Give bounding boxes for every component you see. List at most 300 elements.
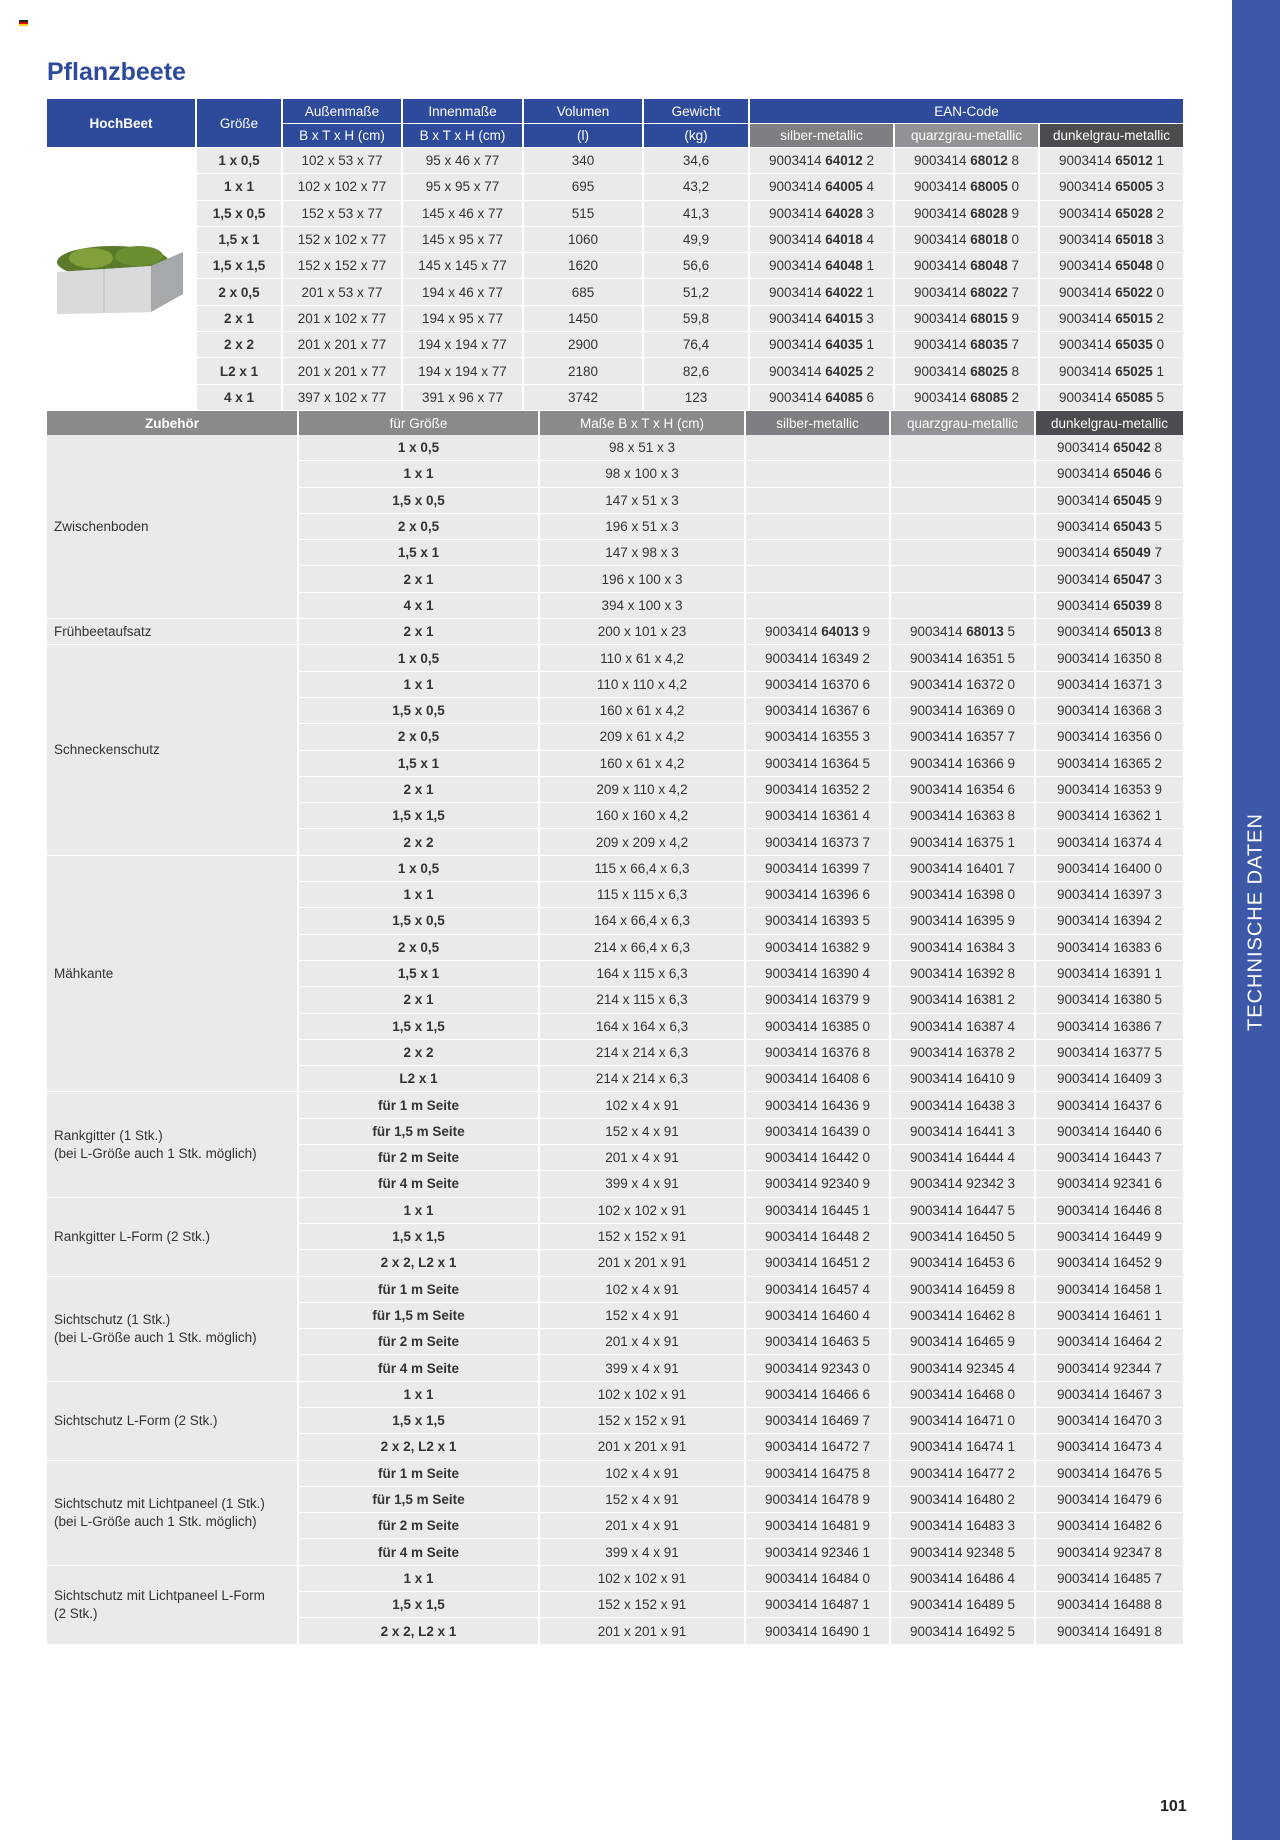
ean-code: 9003414 16410 9 [891,1066,1036,1092]
ean-code: 9003414 16397 3 [1036,882,1185,908]
row-size: 2 x 0,5 [197,279,283,305]
acc-dims: 209 x 61 x 4,2 [540,724,746,750]
product-image-cell [47,148,197,411]
accessory-name-line: Sichtschutz mit Lichtpaneel L-Form [54,1587,265,1603]
acc-size: 1 x 1 [299,882,540,908]
ean-code: 9003414 16482 6 [1036,1513,1185,1539]
ean-code: 9003414 16374 4 [1036,829,1185,855]
ean-check-digit: 3 [1152,232,1165,248]
acc-size: 1 x 1 [299,1382,540,1408]
ean-check-digit: 9 [1007,205,1020,221]
acc-dims: 209 x 209 x 4,2 [540,829,746,855]
ean-code: 9003414 92340 9 [746,1171,891,1197]
acc-dims: 201 x 4 x 91 [540,1513,746,1539]
row-volume: 2900 [524,332,644,358]
ean-highlight: 64025 [825,363,863,379]
acc-size: 1 x 0,5 [299,435,540,461]
ean-prefix: 9003414 [768,179,826,195]
ean-code: 9003414 16356 0 [1036,724,1185,750]
ean-highlight: 65047 [1113,571,1151,587]
ean-code: 9003414 16382 9 [746,935,891,961]
acc-size: 4 x 1 [299,593,540,619]
col-weight: Gewicht [644,99,750,124]
ean-prefix: 9003414 [768,205,826,221]
acc-size: 1,5 x 0,5 [299,698,540,724]
ean-code: 9003414 16478 9 [746,1487,891,1513]
ean-highlight: 65028 [1115,205,1153,221]
row-inner: 194 x 46 x 77 [403,279,524,305]
acc-size: 1 x 1 [299,1198,540,1224]
acc-dims: 214 x 115 x 6,3 [540,987,746,1013]
ean-code: 9003414 16461 1 [1036,1303,1185,1329]
row-size: 1,5 x 1 [197,227,283,253]
col-ean: EAN-Code [750,99,1185,124]
ean-code [895,253,1040,279]
table-row [47,435,1185,461]
ean-highlight: 65018 [1115,232,1153,248]
acc-size: 2 x 1 [299,619,540,645]
ean-check-digit: 1 [1152,363,1165,379]
ean-code: 9003414 16473 4 [1036,1434,1185,1460]
acc-size: 1 x 1 [299,672,540,698]
acc-dims: 201 x 4 x 91 [540,1329,746,1355]
ean-prefix: 9003414 [1056,492,1114,508]
acc-size: für 1 m Seite [299,1277,540,1303]
ean-highlight: 65013 [1113,624,1151,640]
acc-size: 1,5 x 0,5 [299,488,540,514]
row-inner: 95 x 46 x 77 [403,148,524,174]
acc-dims: 164 x 164 x 6,3 [540,1014,746,1040]
ean-prefix: 9003414 [913,389,971,405]
table-row [47,619,1185,645]
ean-prefix: 9003414 [1058,232,1116,248]
ean-code: 9003414 16445 1 [746,1198,891,1224]
ean-code: 9003414 16479 6 [1036,1487,1185,1513]
ean-code: 9003414 16371 3 [1036,672,1185,698]
ean-highlight: 65025 [1115,363,1153,379]
acc-size: für 1 m Seite [299,1092,540,1118]
ean-prefix: 9003414 [1058,179,1116,195]
ean-code: 9003414 16375 1 [891,829,1036,855]
ean-code [891,514,1036,540]
ean-code: 9003414 16381 2 [891,987,1036,1013]
ean-code: 9003414 16442 0 [746,1145,891,1171]
ean-prefix: 9003414 [768,363,826,379]
ean-code [746,435,891,461]
acc-dims: 201 x 201 x 91 [540,1434,746,1460]
ean-code [1040,253,1185,279]
acc-col-name: Zubehör [47,411,299,435]
ean-code: 9003414 16443 7 [1036,1145,1185,1171]
ean-code: 9003414 16376 8 [746,1040,891,1066]
acc-dims: 102 x 102 x 91 [540,1198,746,1224]
ean-prefix: 9003414 [913,258,971,274]
ean-highlight: 64085 [825,389,863,405]
ean-code: 9003414 16372 0 [891,672,1036,698]
ean-code: 9003414 16489 5 [891,1592,1036,1618]
acc-dims: 196 x 51 x 3 [540,514,746,540]
col-color-silver: silber-metallic [750,124,895,148]
ean-code: 9003414 16379 9 [746,987,891,1013]
ean-check-digit: 0 [1007,179,1020,195]
ean-code: 9003414 16481 9 [746,1513,891,1539]
ean-code: 9003414 16440 6 [1036,1119,1185,1145]
ean-highlight: 64048 [825,258,863,274]
row-size: 1 x 1 [197,174,283,200]
ean-code: 9003414 16439 0 [746,1119,891,1145]
accessory-name-line: Sichtschutz L-Form (2 Stk.) [54,1412,218,1428]
acc-dims: 152 x 4 x 91 [540,1487,746,1513]
ean-code: 9003414 16377 5 [1036,1040,1185,1066]
acc-dims: 164 x 66,4 x 6,3 [540,908,746,934]
ean-code: 9003414 92348 5 [891,1539,1036,1565]
accessory-name [47,645,299,855]
ean-code [1036,540,1185,566]
acc-size: für 4 m Seite [299,1171,540,1197]
acc-dims: 160 x 61 x 4,2 [540,698,746,724]
acc-dims: 201 x 201 x 91 [540,1250,746,1276]
ean-check-digit: 2 [862,153,875,169]
acc-dims: 152 x 152 x 91 [540,1592,746,1618]
acc-dims: 196 x 100 x 3 [540,566,746,592]
row-weight: 123 [644,385,750,411]
ean-code: 9003414 16475 8 [746,1461,891,1487]
acc-size: für 4 m Seite [299,1355,540,1381]
ean-highlight: 68028 [970,205,1008,221]
ean-code: 9003414 16352 2 [746,777,891,803]
accessory-name-line: Rankgitter (1 Stk.) [54,1127,163,1143]
row-volume: 1450 [524,306,644,332]
table-row [47,279,1185,305]
row-size: L2 x 1 [197,358,283,384]
acc-dims: 147 x 51 x 3 [540,488,746,514]
col-color-quarz: quarzgrau-metallic [895,124,1040,148]
ean-prefix: 9003414 [1056,597,1114,613]
ean-code: 9003414 16449 9 [1036,1224,1185,1250]
col-inner: Innenmaße [403,99,524,124]
acc-size: 1,5 x 1 [299,961,540,987]
ean-code [895,385,1040,411]
ean-code: 9003414 16491 8 [1036,1618,1185,1644]
accessory-name [47,619,299,645]
row-inner: 194 x 95 x 77 [403,306,524,332]
ean-code: 9003414 16451 2 [746,1250,891,1276]
ean-code: 9003414 16391 1 [1036,961,1185,987]
row-outer: 201 x 102 x 77 [283,306,403,332]
ean-code [746,488,891,514]
row-inner: 194 x 194 x 77 [403,332,524,358]
ean-code: 9003414 16465 9 [891,1329,1036,1355]
ean-check-digit: 3 [862,205,875,221]
acc-dims: 147 x 98 x 3 [540,540,746,566]
row-inner: 391 x 96 x 77 [403,385,524,411]
ean-code: 9003414 92345 4 [891,1355,1036,1381]
ean-code [750,358,895,384]
ean-code: 9003414 16395 9 [891,908,1036,934]
col-outer: Außenmaße [283,99,403,124]
ean-prefix: 9003414 [1056,571,1114,587]
ean-code: 9003414 16441 3 [891,1119,1036,1145]
row-outer: 201 x 201 x 77 [283,332,403,358]
ean-prefix: 9003414 [1056,466,1114,482]
ean-code: 9003414 16490 1 [746,1618,891,1644]
accessory-name-line: (bei L-Größe auch 1 Stk. möglich) [54,1513,257,1529]
accessory-name-line: (2 Stk.) [54,1605,98,1621]
ean-code: 9003414 16485 7 [1036,1566,1185,1592]
acc-dims: 98 x 51 x 3 [540,435,746,461]
row-size: 1,5 x 0,5 [197,201,283,227]
ean-code: 9003414 16355 3 [746,724,891,750]
ean-code: 9003414 16458 1 [1036,1277,1185,1303]
ean-code: 9003414 16463 5 [746,1329,891,1355]
row-weight: 49,9 [644,227,750,253]
ean-highlight: 68048 [970,258,1008,274]
ean-code [750,332,895,358]
ean-check-digit: 7 [1007,284,1020,300]
row-volume: 685 [524,279,644,305]
ean-prefix: 9003414 [1058,153,1116,169]
row-inner: 145 x 95 x 77 [403,227,524,253]
zubehoer-table [47,411,1185,1645]
table-row [47,253,1185,279]
ean-code: 9003414 16459 8 [891,1277,1036,1303]
acc-size: L2 x 1 [299,1066,540,1092]
ean-code: 9003414 16363 8 [891,803,1036,829]
ean-code: 9003414 16401 7 [891,856,1036,882]
ean-code [895,227,1040,253]
ean-highlight: 65035 [1115,337,1153,353]
table-row [47,1198,1185,1224]
ean-code: 9003414 16373 7 [746,829,891,855]
acc-size: 2 x 0,5 [299,514,540,540]
accessory-name-line: Sichtschutz mit Lichtpaneel (1 Stk.) [54,1495,265,1511]
accessory-name-line: Rankgitter L-Form (2 Stk.) [54,1228,211,1244]
side-tab-label: TECHNISCHE DATEN [1244,813,1267,1031]
acc-size: 1,5 x 1,5 [299,803,540,829]
ean-code: 9003414 16385 0 [746,1014,891,1040]
acc-dims: 102 x 4 x 91 [540,1092,746,1118]
ean-code [1040,358,1185,384]
ean-code: 9003414 16354 6 [891,777,1036,803]
ean-code: 9003414 92343 0 [746,1355,891,1381]
ean-code: 9003414 16436 9 [746,1092,891,1118]
acc-size: 2 x 1 [299,566,540,592]
ean-prefix: 9003414 [1058,389,1116,405]
row-weight: 76,4 [644,332,750,358]
ean-code [1036,593,1185,619]
ean-code: 9003414 16460 4 [746,1303,891,1329]
ean-prefix: 9003414 [909,624,967,640]
ean-code: 9003414 16370 6 [746,672,891,698]
acc-col-dims: Maße B x T x H (cm) [540,411,746,435]
acc-col-quarz: quarzgrau-metallic [891,411,1036,435]
ean-code [891,619,1036,645]
acc-size: 2 x 2 [299,1040,540,1066]
ean-highlight: 68022 [970,284,1008,300]
table-row [47,358,1185,384]
ean-code: 9003414 16400 0 [1036,856,1185,882]
acc-col-dark: dunkelgrau-metallic [1036,411,1185,435]
table-row [47,1277,1185,1303]
ean-code: 9003414 16438 3 [891,1092,1036,1118]
ean-code: 9003414 16468 0 [891,1382,1036,1408]
ean-code [891,593,1036,619]
row-outer: 152 x 102 x 77 [283,227,403,253]
ean-code: 9003414 16390 4 [746,961,891,987]
ean-code: 9003414 92347 8 [1036,1539,1185,1565]
acc-size: für 1,5 m Seite [299,1303,540,1329]
ean-highlight: 64015 [825,310,863,326]
ean-code [1036,619,1185,645]
row-size: 2 x 1 [197,306,283,332]
ean-highlight: 64028 [825,205,863,221]
ean-highlight: 68015 [970,310,1008,326]
ean-highlight: 68035 [970,337,1008,353]
row-outer: 397 x 102 x 77 [283,385,403,411]
ean-code: 9003414 16384 3 [891,935,1036,961]
acc-size: 1 x 1 [299,461,540,487]
ean-code: 9003414 16368 3 [1036,698,1185,724]
ean-code: 9003414 16349 2 [746,645,891,671]
accessory-name-line: Mähkante [54,965,114,981]
row-volume: 2180 [524,358,644,384]
ean-code: 9003414 16462 8 [891,1303,1036,1329]
ean-prefix: 9003414 [1056,519,1114,535]
ean-highlight: 65046 [1113,466,1151,482]
ean-highlight: 64012 [825,153,863,169]
acc-size: für 2 m Seite [299,1329,540,1355]
ean-prefix: 9003414 [764,624,822,640]
ean-check-digit: 8 [1150,597,1163,613]
ean-code: 9003414 16470 3 [1036,1408,1185,1434]
ean-check-digit: 9 [1007,310,1020,326]
acc-dims: 399 x 4 x 91 [540,1539,746,1565]
ean-code [1040,385,1185,411]
ean-highlight: 65039 [1113,597,1151,613]
ean-code [750,201,895,227]
acc-dims: 399 x 4 x 91 [540,1355,746,1381]
ean-code [1040,279,1185,305]
acc-size: für 1 m Seite [299,1461,540,1487]
acc-dims: 201 x 201 x 91 [540,1618,746,1644]
acc-size: 2 x 0,5 [299,724,540,750]
row-weight: 34,6 [644,148,750,174]
ean-prefix: 9003414 [913,337,971,353]
ean-check-digit: 2 [1007,389,1020,405]
row-volume: 3742 [524,385,644,411]
ean-check-digit: 1 [1152,153,1165,169]
acc-dims: 394 x 100 x 3 [540,593,746,619]
ean-code [891,435,1036,461]
ean-code: 9003414 16446 8 [1036,1198,1185,1224]
ean-code: 9003414 16444 4 [891,1145,1036,1171]
ean-prefix: 9003414 [768,153,826,169]
acc-dims: 152 x 4 x 91 [540,1303,746,1329]
ean-highlight: 65049 [1113,545,1151,561]
ean-highlight: 65045 [1113,492,1151,508]
ean-prefix: 9003414 [1056,440,1114,456]
acc-size: für 1,5 m Seite [299,1119,540,1145]
ean-code [746,619,891,645]
acc-dims: 214 x 66,4 x 6,3 [540,935,746,961]
ean-code [746,540,891,566]
ean-code [1036,488,1185,514]
ean-prefix: 9003414 [768,389,826,405]
ean-highlight: 68005 [970,179,1008,195]
hochbeet-image [51,222,191,332]
ean-prefix: 9003414 [768,232,826,248]
ean-code: 9003414 16471 0 [891,1408,1036,1434]
row-weight: 59,8 [644,306,750,332]
acc-size: für 2 m Seite [299,1145,540,1171]
acc-size: 1,5 x 0,5 [299,908,540,934]
ean-code [1040,332,1185,358]
ean-check-digit: 0 [1152,284,1165,300]
ean-code: 9003414 16364 5 [746,751,891,777]
ean-code: 9003414 16351 5 [891,645,1036,671]
ean-prefix: 9003414 [913,153,971,169]
ean-code [1040,227,1185,253]
ean-code: 9003414 16467 3 [1036,1382,1185,1408]
ean-code [1040,174,1185,200]
col-volume-unit: (l) [524,124,644,148]
ean-code: 9003414 16392 8 [891,961,1036,987]
ean-check-digit: 7 [1150,545,1163,561]
ean-check-digit: 4 [862,179,875,195]
ean-code: 9003414 16448 2 [746,1224,891,1250]
accessory-name-line: Sichtschutz (1 Stk.) [54,1311,171,1327]
ean-code [1040,306,1185,332]
ean-code [750,385,895,411]
ean-code: 9003414 92342 3 [891,1171,1036,1197]
acc-size: 2 x 2, L2 x 1 [299,1434,540,1460]
ean-code: 9003414 16447 5 [891,1198,1036,1224]
ean-code: 9003414 16387 4 [891,1014,1036,1040]
row-weight: 51,2 [644,279,750,305]
ean-check-digit: 3 [862,310,875,326]
ean-highlight: 68085 [970,389,1008,405]
row-inner: 95 x 95 x 77 [403,174,524,200]
acc-dims: 110 x 61 x 4,2 [540,645,746,671]
ean-highlight: 68025 [970,363,1008,379]
ean-prefix: 9003414 [1058,363,1116,379]
acc-dims: 214 x 214 x 6,3 [540,1066,746,1092]
ean-code: 9003414 16353 9 [1036,777,1185,803]
ean-highlight: 64013 [821,624,859,640]
acc-dims: 102 x 4 x 91 [540,1461,746,1487]
acc-size: 2 x 2, L2 x 1 [299,1250,540,1276]
accessory-name-line: Frühbeetaufsatz [54,623,152,639]
ean-code [1036,461,1185,487]
col-product: HochBeet [47,99,197,148]
language-flag-icon [19,20,28,26]
ean-highlight: 64018 [825,232,863,248]
ean-code [895,201,1040,227]
table-row [47,645,1185,671]
acc-size: 1 x 1 [299,1566,540,1592]
accessory-name [47,1566,299,1645]
ean-code: 9003414 16369 0 [891,698,1036,724]
row-outer: 102 x 53 x 77 [283,148,403,174]
ean-prefix: 9003414 [913,232,971,248]
ean-prefix: 9003414 [1058,337,1116,353]
row-size: 1,5 x 1,5 [197,253,283,279]
ean-check-digit: 6 [1150,466,1163,482]
ean-code: 9003414 16453 6 [891,1250,1036,1276]
accessory-name-line: (bei L-Größe auch 1 Stk. möglich) [54,1145,257,1161]
acc-dims: 152 x 4 x 91 [540,1119,746,1145]
accessory-name [47,435,299,619]
